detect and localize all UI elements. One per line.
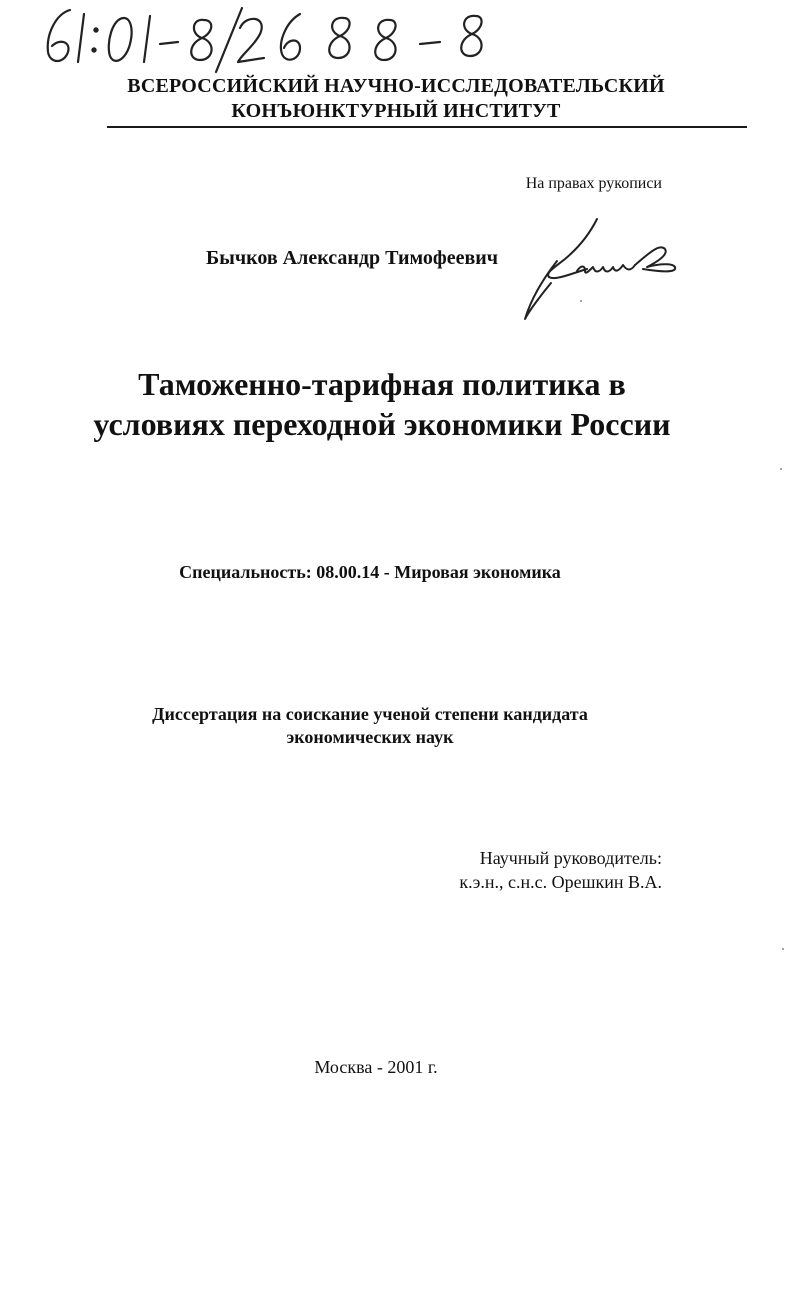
handwritten-archive-number (28, 0, 588, 80)
supervisor-name: к.э.н., с.н.с. Орешкин В.А. (459, 872, 662, 892)
dissertation-title (0, 364, 764, 444)
title-line-1: Таможенно-тарифная политика в (138, 366, 626, 402)
scan-speck (580, 300, 582, 302)
institute-name-line-2: КОНЪЮНКТУРНЫЙ ИНСТИТУТ (231, 100, 561, 122)
supervisor-label: Научный руководитель: (479, 848, 662, 868)
degree-statement-line-1: Диссертация на соискание ученой степени кандидата (152, 704, 588, 724)
institute-name (0, 74, 792, 124)
header-rule (107, 126, 747, 128)
author-signature (515, 215, 690, 330)
author-name: Бычков Александр Тимофеевич (206, 247, 499, 269)
scan-speck (780, 468, 782, 470)
supervisor-block (459, 846, 662, 894)
institute-name-line-1: ВСЕРОССИЙСКИЙ НАУЧНО-ИССЛЕДОВАТЕЛЬСКИЙ (127, 75, 665, 97)
degree-statement-line-2: экономических наук (286, 727, 454, 747)
title-line-2: условиях переходной экономики России (93, 406, 671, 442)
degree-statement (0, 703, 740, 749)
city-and-year: Москва - 2001 г. (314, 1057, 438, 1077)
manuscript-note: На правах рукописи (525, 175, 662, 192)
speciality-line: Специальность: 08.00.14 - Мировая экономика (179, 562, 561, 582)
scan-speck (782, 948, 784, 950)
